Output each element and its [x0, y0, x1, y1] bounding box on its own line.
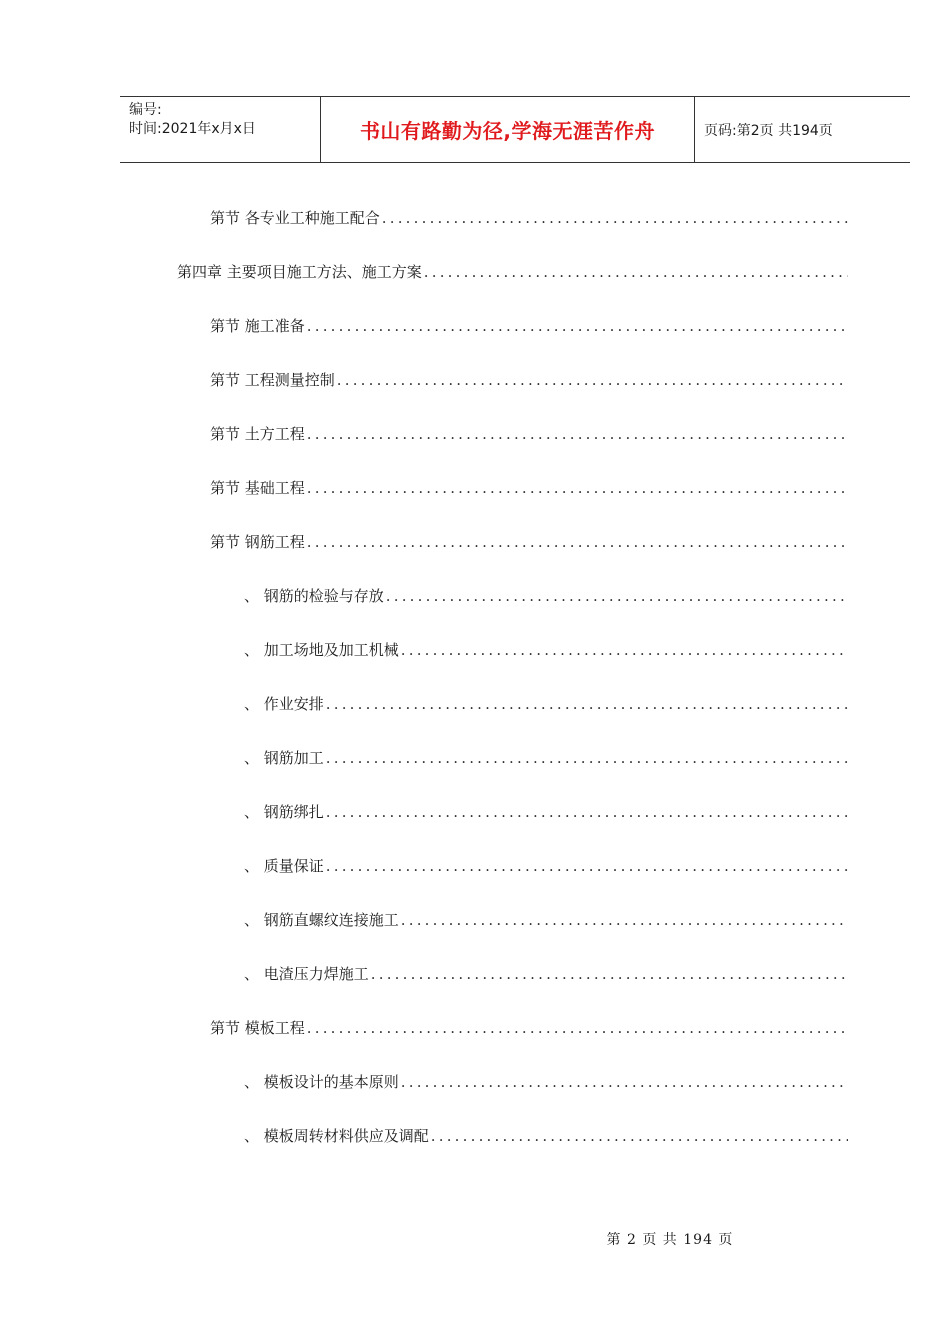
toc-entry-label: 第节 模板工程 — [210, 1019, 305, 1037]
page-footer: 第 2 页 共 194 页 — [606, 1232, 734, 1248]
toc-dot-leader — [401, 1071, 848, 1093]
toc-entry[interactable] — [244, 801, 848, 823]
toc-dot-leader — [326, 855, 848, 877]
toc-entry[interactable] — [244, 1071, 848, 1093]
toc-entry-label: 第节 基础工程 — [210, 479, 305, 497]
toc-dot-leader — [424, 261, 848, 283]
header-page-number: 页码:第2页 共194页 — [704, 122, 833, 139]
toc-entry-label: 、 模板设计的基本原则 — [244, 1073, 399, 1091]
toc-entry[interactable] — [244, 585, 848, 607]
toc-entry[interactable] — [210, 315, 848, 337]
toc-dot-leader — [326, 801, 848, 823]
toc-dot-leader — [307, 477, 848, 499]
toc-entry[interactable] — [244, 963, 848, 985]
header-meta — [120, 97, 321, 162]
page-header — [120, 96, 910, 163]
toc-entry[interactable] — [244, 639, 848, 661]
toc-dot-leader — [337, 369, 848, 391]
toc-dot-leader — [371, 963, 848, 985]
toc-dot-leader — [326, 693, 848, 715]
toc-entry[interactable] — [210, 369, 848, 391]
toc-entry-label: 、 作业安排 — [244, 695, 324, 713]
toc-entry[interactable] — [177, 261, 848, 283]
toc-entry-label: 、 钢筋加工 — [244, 749, 324, 767]
toc-entry[interactable] — [244, 1125, 848, 1147]
toc-entry-label: 、 模板周转材料供应及调配 — [244, 1127, 429, 1145]
toc-entry-label: 、 钢筋直螺纹连接施工 — [244, 911, 399, 929]
toc-dot-leader — [307, 1017, 848, 1039]
toc-dot-leader — [307, 315, 848, 337]
toc-entry-label: 、 钢筋绑扎 — [244, 803, 324, 821]
document-time-label: 时间:2021年x月x日 — [129, 121, 256, 137]
toc-dot-leader — [431, 1125, 848, 1147]
toc-entry-label: 、 加工场地及加工机械 — [244, 641, 399, 659]
toc-entry[interactable] — [244, 909, 848, 931]
toc-entry-label: 第节 各专业工种施工配合 — [210, 209, 380, 227]
toc-entry[interactable] — [244, 855, 848, 877]
toc-entry[interactable] — [210, 207, 848, 229]
toc-dot-leader — [401, 909, 848, 931]
toc-entry-label: 第节 钢筋工程 — [210, 533, 305, 551]
toc-entry[interactable] — [210, 477, 848, 499]
toc-entry[interactable] — [210, 423, 848, 445]
toc-dot-leader — [307, 423, 848, 445]
toc-dot-leader — [307, 531, 848, 553]
toc-dot-leader — [386, 585, 848, 607]
toc-dot-leader — [382, 207, 848, 229]
toc-entry-label: 、 质量保证 — [244, 857, 324, 875]
toc-entry-label: 第四章 主要项目施工方法、施工方案 — [177, 263, 422, 281]
toc-entry-label: 第节 工程测量控制 — [210, 371, 335, 389]
toc-entry[interactable] — [244, 747, 848, 769]
toc-entry[interactable] — [244, 693, 848, 715]
header-motto: 书山有路勤为径,学海无涯苦作舟 — [321, 97, 695, 162]
toc-dot-leader — [401, 639, 848, 661]
toc-dot-leader — [326, 747, 848, 769]
toc-entry[interactable] — [210, 531, 848, 553]
toc-entry[interactable] — [210, 1017, 848, 1039]
toc-entry-label: 第节 施工准备 — [210, 317, 305, 335]
toc-entry-label: 、 钢筋的检验与存放 — [244, 587, 384, 605]
toc-entry-label: 第节 土方工程 — [210, 425, 305, 443]
toc-entry-label: 、 电渣压力焊施工 — [244, 965, 369, 983]
document-number-label: 编号: — [129, 102, 162, 118]
